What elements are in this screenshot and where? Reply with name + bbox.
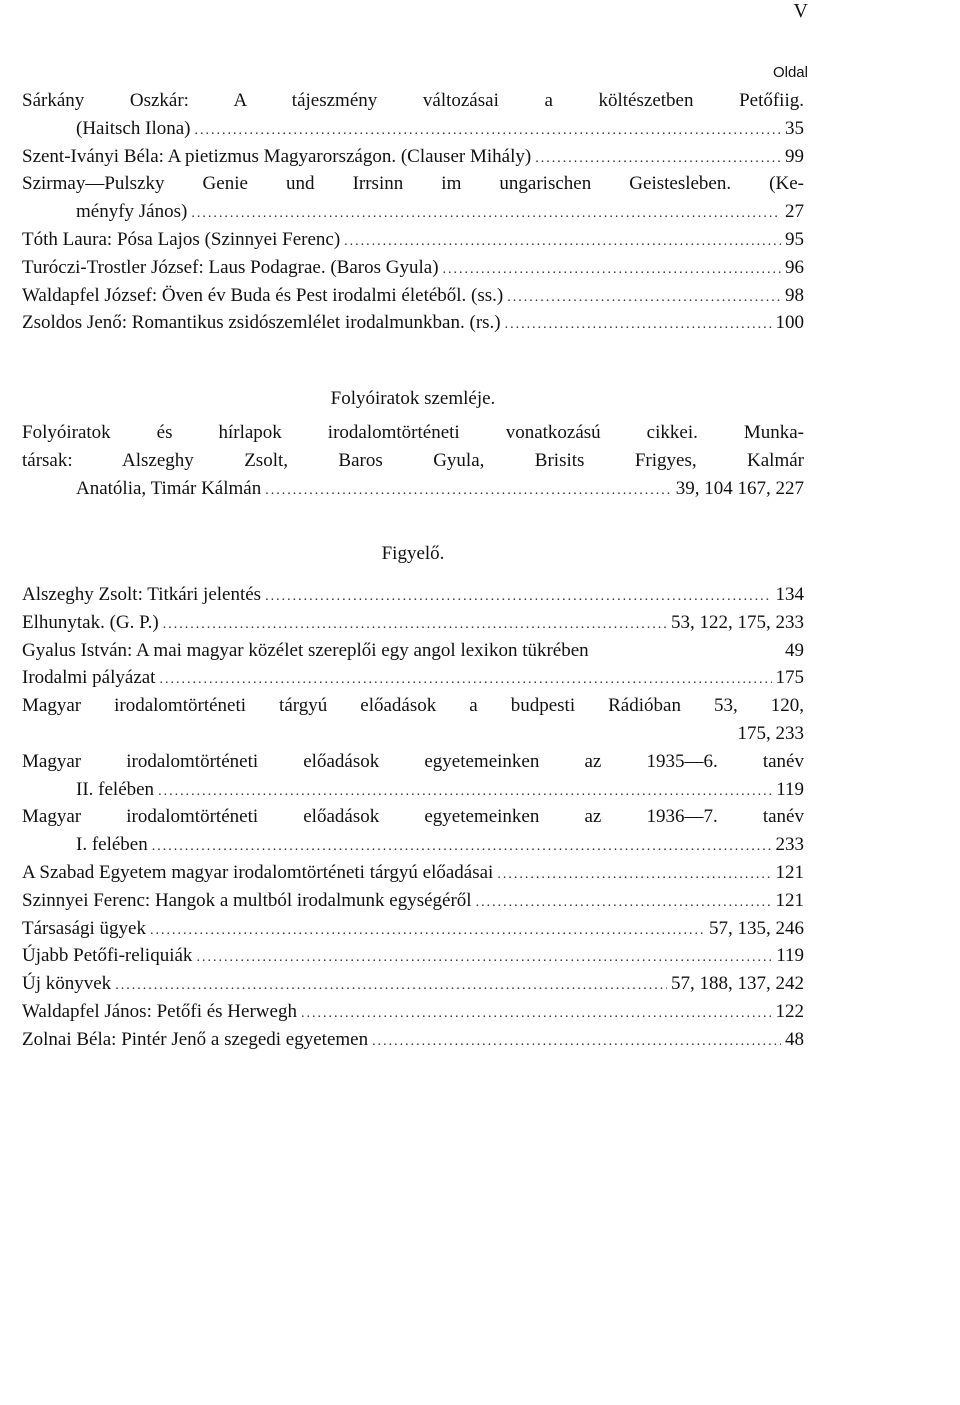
entry-text: ményfy János) <box>76 201 188 223</box>
toc-entry <box>22 915 804 943</box>
entry-page: 233 <box>775 834 804 856</box>
toc-entry <box>22 226 804 254</box>
dot-leader <box>372 1028 781 1054</box>
toc-entry <box>22 998 804 1026</box>
entry-text: Társasági ügyek <box>22 917 146 939</box>
toc-entry <box>22 942 804 970</box>
entry-text: Elhunytak. (G. P.) <box>22 611 159 633</box>
entry-text: II. felében <box>76 778 155 800</box>
entry-page: 27 <box>785 201 804 223</box>
toc-entry <box>22 609 804 637</box>
heading-figyelo: Figyelő. <box>381 543 445 564</box>
dot-leader <box>265 477 672 503</box>
toc-entry: Folyóiratok és hírlapok irodalomtörténeti vonatkozású cikkei. Munka- <box>22 422 804 443</box>
entry-page: 53, 122, 175, 233 <box>671 611 804 633</box>
entry-page: 49 <box>785 639 804 661</box>
entry-page: 119 <box>776 945 804 967</box>
dot-leader <box>476 889 772 915</box>
entry-text: I. felében <box>76 834 148 856</box>
entry-page: 121 <box>775 889 804 911</box>
dot-leader <box>344 228 781 254</box>
toc-entry <box>22 637 804 665</box>
toc-entry <box>22 115 804 143</box>
entry-page: 35 <box>785 117 804 139</box>
entry-text: Gyalus István: A mai magyar közélet szereplői egy angol lexikon tükrében <box>22 639 589 661</box>
entry-page: 100 <box>775 312 804 334</box>
toc-entry <box>22 581 804 609</box>
toc-entry: Szirmay—Pulszky Genie und Irrsinn im ungarischen Geistesleben. (Ke- <box>22 173 804 195</box>
toc-entry: Magyar irodalomtörténeti előadások egyetemeinken az 1936—7. tanév <box>22 806 804 828</box>
entry-text: Waldapfel József: Öven év Buda és Pest irodalmi életéből. (ss.) <box>22 284 504 306</box>
entry-text: A Szabad Egyetem magyar irodalomtörténeti tárgyú előadásai <box>22 861 494 883</box>
entry-text: Alszeghy Zsolt: Titkári jelentés <box>22 584 262 605</box>
entry-page: 99 <box>785 145 804 167</box>
toc-entry <box>22 475 804 503</box>
page-number: V <box>793 0 808 22</box>
dot-leader <box>115 972 667 998</box>
dot-leader <box>265 583 771 609</box>
dot-leader <box>497 861 771 887</box>
toc-entry <box>22 309 804 337</box>
dot-leader <box>159 666 771 692</box>
entry-text: Anatólia, Timár Kálmán <box>76 477 262 499</box>
section-folyoiratok <box>22 419 804 502</box>
toc-entry <box>22 1026 804 1054</box>
section-figyelo <box>22 581 804 1054</box>
toc-entry <box>22 198 804 226</box>
column-header: Oldal <box>772 64 808 81</box>
toc-entry: Magyar irodalomtörténeti tárgyú előadások a budpesti Rádióban 53, 120, <box>22 695 804 717</box>
heading-folyoiratok: Folyóiratok szemléje. <box>330 388 496 409</box>
entry-page: 122 <box>775 1000 804 1022</box>
dot-leader <box>196 944 772 970</box>
entry-text: Zsoldos Jenő: Romantikus zsidószemlélet irodalmunkban. (rs.) <box>22 312 501 334</box>
entry-text: Zolnai Béla: Pintér Jenő a szegedi egyetemen <box>22 1028 369 1050</box>
entry-page: 134 <box>775 584 804 605</box>
entry-page: 98 <box>785 284 804 306</box>
toc-entry: társak: Alszeghy Zsolt, Baros Gyula, Brisits Frigyes, Kalmár <box>22 449 804 471</box>
entry-text: Új könyvek <box>22 973 112 995</box>
toc-entry <box>22 282 804 310</box>
entry-page: 175 <box>775 667 804 689</box>
entry-text: Tóth Laura: Pósa Lajos (Szinnyei Ferenc) <box>22 228 341 250</box>
dot-leader <box>535 145 781 171</box>
dot-leader <box>505 311 772 337</box>
dot-leader <box>301 1000 772 1026</box>
entry-text: Szinnyei Ferenc: Hangok a multból irodalmunk egységéről <box>22 889 472 911</box>
toc-entry: Sárkány Oszkár: A tájeszmény változásai a költészetben Petőfiig. <box>22 90 804 111</box>
dot-leader <box>163 611 667 637</box>
toc-entry: Magyar irodalomtörténeti előadások egyetemeinken az 1935—6. tanév <box>22 750 804 772</box>
dot-leader <box>443 256 781 282</box>
entry-text: Újabb Petőfi-reliquiák <box>22 945 193 967</box>
entry-page: 96 <box>785 256 804 278</box>
toc-entry <box>22 143 804 171</box>
dot-leader <box>152 833 772 859</box>
dot-leader <box>158 778 772 804</box>
entry-page: 48 <box>785 1028 804 1050</box>
entry-page: 57, 188, 137, 242 <box>671 973 804 995</box>
toc-entry <box>22 970 804 998</box>
entry-text: Turóczi-Trostler József: Laus Podagrae. (Baros Gyula) <box>22 256 439 278</box>
toc-entry <box>22 720 804 748</box>
toc-entry <box>22 254 804 282</box>
entry-page: 119 <box>776 778 804 800</box>
entry-page: 95 <box>785 228 804 250</box>
dot-leader <box>150 917 705 943</box>
entry-page: 39, 104 167, 227 <box>675 477 804 499</box>
entry-text: Irodalmi pályázat <box>22 667 156 689</box>
entry-page: 57, 135, 246 <box>709 917 804 939</box>
dot-leader <box>194 117 781 143</box>
toc-entry <box>22 859 804 887</box>
section-tanulmanyok <box>22 87 804 337</box>
toc-entry <box>22 664 804 692</box>
dot-leader <box>191 200 781 226</box>
toc-entry <box>22 831 804 859</box>
entry-text: Waldapfel János: Petőfi és Herwegh <box>22 1000 297 1022</box>
dot-leader <box>507 284 781 310</box>
toc-entry <box>22 776 804 804</box>
entry-text: (Haitsch Ilona) <box>76 117 191 139</box>
toc-entry <box>22 887 804 915</box>
entry-page: 121 <box>775 861 804 883</box>
entry-text: 175, 233 <box>737 722 804 744</box>
entry-text: Szent-Iványi Béla: A pietizmus Magyarországon. (Clauser Mihály) <box>22 145 532 167</box>
